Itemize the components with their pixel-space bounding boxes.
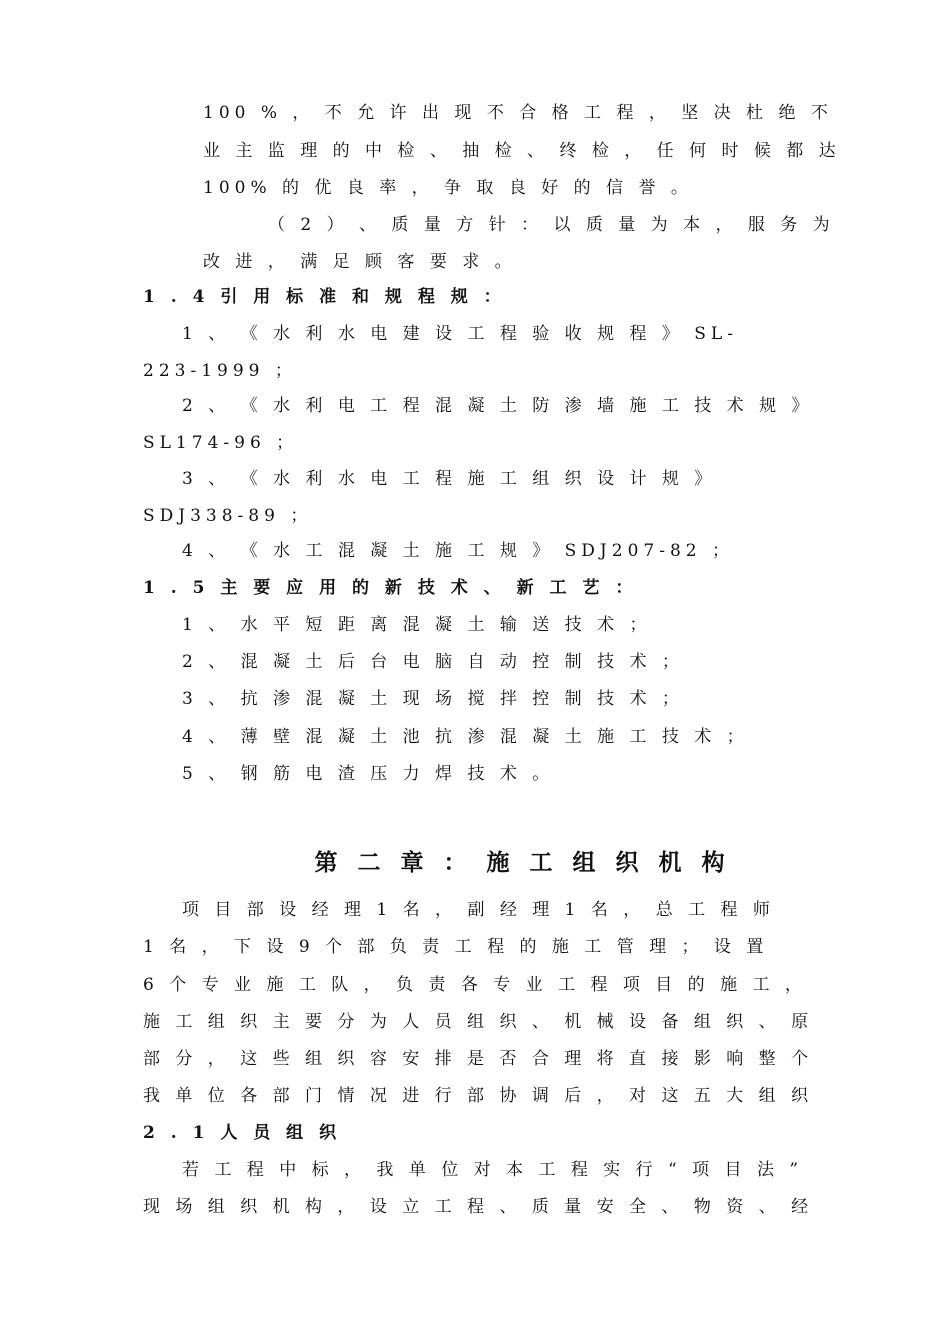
standard-item-1-cont: 223-1999 ；: [143, 361, 297, 381]
body-line: 100 % ， 不 允 许 出 现 不 合 格 工 程 ， 坚 决 杜 绝 不: [203, 103, 833, 123]
body-line: （ 2 ） 、 质 量 方 针 ： 以 质 量 为 本 ， 服 务 为: [268, 215, 835, 235]
body-line: 若 工 程 中 标 ， 我 单 位 对 本 工 程 实 行 “ 项 目 法 ”: [182, 1160, 804, 1180]
tech-item-2: 2 、 混 凝 土 后 台 电 脑 自 动 控 制 技 术 ；: [182, 652, 684, 672]
body-line: 项 目 部 设 经 理 1 名 ， 副 经 理 1 名 ， 总 工 程 师: [182, 900, 775, 920]
body-line: 现 场 组 织 机 构 ， 设 立 工 程 、 质 量 安 全 、 物 资 、 经: [143, 1197, 814, 1217]
standard-item-3: 3 、 《 水 利 水 电 工 程 施 工 组 织 设 计 规 》: [182, 469, 717, 489]
body-line: 100% 的 优 良 率 ， 争 取 良 好 的 信 誉 。: [203, 178, 693, 198]
tech-item-1: 1 、 水 平 短 距 离 混 凝 土 输 送 技 术 ；: [182, 615, 652, 635]
chapter-title: 第 二 章 ： 施 工 组 织 机 构: [314, 849, 731, 876]
standard-item-1: 1 、 《 水 利 水 电 建 设 工 程 验 收 规 程 》 SL-: [182, 324, 738, 344]
body-line: 6 个 专 业 施 工 队 ， 负 责 各 专 业 工 程 项 目 的 施 工 ，: [143, 975, 807, 995]
section-heading-1-5: 1 . 5 主 要 应 用 的 新 技 术 、 新 工 艺 ：: [143, 578, 638, 598]
tech-item-3: 3 、 抗 渗 混 凝 土 现 场 搅 拌 控 制 技 术 ；: [182, 689, 684, 709]
section-heading-1-4: 1 . 4 引 用 标 准 和 规 程 规 ：: [143, 287, 506, 307]
body-line: 改 进 ， 满 足 顾 客 要 求 。: [203, 252, 517, 272]
section-heading-2-1: 2 . 1 人 员 组 织: [143, 1123, 342, 1143]
standard-item-4: 4 、 《 水 工 混 凝 土 施 工 规 》 SDJ207-82 ；: [182, 541, 734, 561]
body-line: 部 分 ， 这 些 组 织 容 安 排 是 否 合 理 将 直 接 影 响 整 个: [143, 1049, 814, 1069]
standard-item-3-cont: SDJ338-89 ；: [143, 506, 313, 526]
standard-item-2: 2 、 《 水 利 电 工 程 混 凝 土 防 渗 墙 施 工 技 术 规 》: [182, 396, 814, 416]
body-line: 1 名 ， 下 设 9 个 部 负 责 工 程 的 施 工 管 理 ； 设 置: [143, 937, 769, 957]
body-line: 我 单 位 各 部 门 情 况 进 行 部 协 调 后 ， 对 这 五 大 组 织: [143, 1086, 814, 1106]
tech-item-4: 4 、 薄 壁 混 凝 土 池 抗 渗 混 凝 土 施 工 技 术 ；: [182, 727, 749, 747]
tech-item-5: 5 、 钢 筋 电 渣 压 力 焊 技 术 。: [182, 764, 555, 784]
body-line: 业 主 监 理 的 中 检 、 抽 检 、 终 检 ， 任 何 时 候 都 达: [203, 141, 841, 161]
standard-item-2-cont: SL174-96 ；: [143, 433, 299, 453]
body-line: 施 工 组 织 主 要 分 为 人 员 组 织 、 机 械 设 备 组 织 、 原: [143, 1012, 814, 1032]
